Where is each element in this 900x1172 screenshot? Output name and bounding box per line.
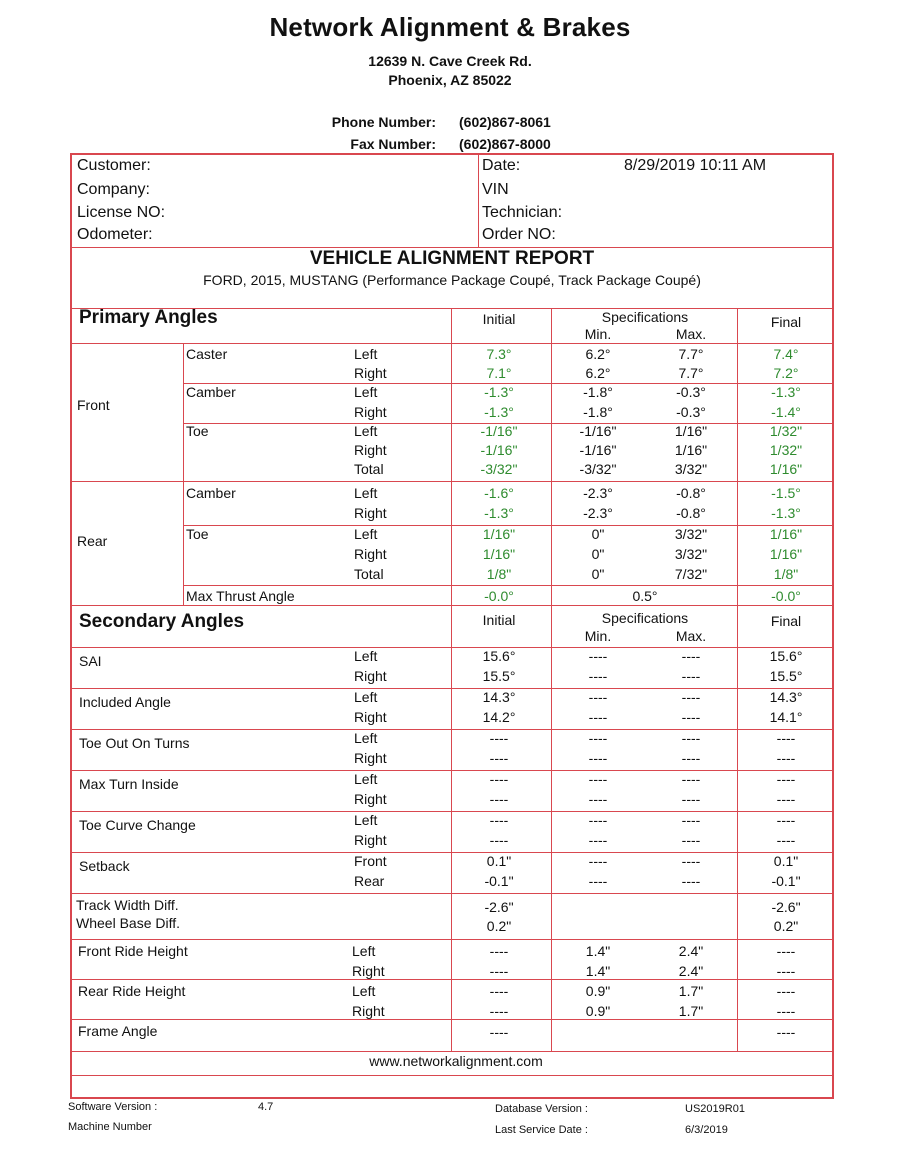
order-label: Order NO: xyxy=(482,226,556,243)
primary-min-value: -2.3° xyxy=(583,485,613,501)
secondary-final-value: ---- xyxy=(776,730,796,746)
secondary-max-value: ---- xyxy=(681,709,701,725)
primary-initial-value: 1/16" xyxy=(482,546,516,562)
max-thrust-label: Max Thrust Angle xyxy=(186,588,295,604)
primary-final-value: -1.5° xyxy=(771,485,801,501)
shop-name: Network Alignment & Brakes xyxy=(269,12,631,42)
thrust-initial: -0.0° xyxy=(484,588,514,604)
primary-initial-value: -1/16" xyxy=(480,442,518,458)
secondary-final-value: ---- xyxy=(776,832,796,848)
secondary-side-label: Front xyxy=(354,853,387,869)
primary-initial-value: 1/8" xyxy=(486,566,512,582)
secondary-side-label: Left xyxy=(354,689,378,705)
primary-max-value: 3/32" xyxy=(674,461,708,477)
secondary-initial-value: 0.1" xyxy=(486,853,512,869)
secondary-initial-value: ---- xyxy=(489,771,509,787)
frame-angle-label: Frame Angle xyxy=(78,1023,158,1039)
secondary-initial-value: 15.6° xyxy=(482,648,516,664)
primary-max-value: -0.3° xyxy=(676,404,706,420)
secondary-side-label: Rear xyxy=(354,873,385,889)
primary-group-label: Toe xyxy=(186,526,209,542)
primary-final-value: 7.4° xyxy=(773,346,799,362)
ride-side-label: Left xyxy=(352,983,376,999)
secondary-group-label: Included Angle xyxy=(79,694,171,710)
primary-final-value: 7.2° xyxy=(773,365,799,381)
fax-label: Fax Number: xyxy=(350,136,436,152)
secondary-max-value: ---- xyxy=(681,689,701,705)
primary-group-label: Toe xyxy=(186,423,209,439)
primary-initial-value: 7.1° xyxy=(486,365,512,381)
primary-final-header: Final xyxy=(770,314,802,330)
primary-final-value: 1/8" xyxy=(773,566,799,582)
primary-min-value: 6.2° xyxy=(585,346,611,362)
phone-number: (602)867-8061 xyxy=(459,114,551,130)
primary-final-value: -1.3° xyxy=(771,505,801,521)
ride-initial-value: ---- xyxy=(489,963,509,979)
secondary-max-value: ---- xyxy=(681,771,701,787)
last-service-value: 6/3/2019 xyxy=(685,1124,728,1136)
secondary-initial-value: ---- xyxy=(489,812,509,828)
frame-angle-initial: ---- xyxy=(489,1024,509,1040)
alignment-report-sheet xyxy=(70,153,834,1099)
secondary-side-label: Right xyxy=(354,791,387,807)
secondary-group-label: Max Turn Inside xyxy=(79,776,179,792)
secondary-specs-header: Specifications xyxy=(601,610,689,626)
primary-max-header: Max. xyxy=(675,326,707,342)
secondary-min-value: ---- xyxy=(588,791,608,807)
secondary-initial-value: 14.2° xyxy=(482,709,516,725)
secondary-initial-value: ---- xyxy=(489,750,509,766)
primary-initial-value: -1/16" xyxy=(480,423,518,439)
primary-angles-heading: Primary Angles xyxy=(79,307,218,328)
primary-initial-value: 1/16" xyxy=(482,526,516,542)
primary-min-value: -1/16" xyxy=(579,423,617,439)
secondary-min-value: ---- xyxy=(588,873,608,889)
secondary-max-value: ---- xyxy=(681,750,701,766)
primary-max-value: 1/16" xyxy=(674,423,708,439)
fax-number: (602)867-8000 xyxy=(459,136,551,152)
secondary-final-value: 0.1" xyxy=(773,853,799,869)
primary-side-label: Total xyxy=(354,461,384,477)
primary-min-value: -1.8° xyxy=(583,404,613,420)
secondary-final-value: ---- xyxy=(776,771,796,787)
primary-group-label: Camber xyxy=(186,485,236,501)
secondary-angles-heading: Secondary Angles xyxy=(79,611,245,632)
secondary-group-label: Toe Out On Turns xyxy=(79,735,190,751)
primary-initial-value: -1.3° xyxy=(484,384,514,400)
secondary-max-value: ---- xyxy=(681,648,701,664)
primary-min-value: -1/16" xyxy=(579,442,617,458)
ride-min-value: 1.4" xyxy=(585,943,611,959)
primary-final-value: -1.3° xyxy=(771,384,801,400)
secondary-side-label: Right xyxy=(354,832,387,848)
secondary-max-value: ---- xyxy=(681,873,701,889)
secondary-min-value: ---- xyxy=(588,730,608,746)
primary-side-label: Right xyxy=(354,404,387,420)
secondary-max-value: ---- xyxy=(681,812,701,828)
secondary-min-value: ---- xyxy=(588,709,608,725)
secondary-final-value: 14.3° xyxy=(769,689,803,705)
primary-specs-header: Specifications xyxy=(601,309,689,325)
ride-max-value: 1.7" xyxy=(678,1003,704,1019)
ride-side-label: Right xyxy=(352,1003,385,1019)
primary-side-label: Left xyxy=(354,485,378,501)
secondary-final-value: ---- xyxy=(776,750,796,766)
report-title: VEHICLE ALIGNMENT REPORT xyxy=(309,248,595,269)
secondary-initial-value: -0.1" xyxy=(484,873,514,889)
secondary-final-value: -0.1" xyxy=(771,873,801,889)
primary-max-value: 1/16" xyxy=(674,442,708,458)
secondary-min-value: ---- xyxy=(588,648,608,664)
wheel-base-final: 0.2" xyxy=(773,918,799,934)
secondary-group-label: Setback xyxy=(79,858,130,874)
primary-group-label: Caster xyxy=(186,346,228,362)
odometer-label: Odometer: xyxy=(77,226,153,243)
software-version-label: Software Version : xyxy=(68,1101,158,1113)
primary-final-value: 1/32" xyxy=(769,442,803,458)
website: www.networkalignment.com xyxy=(369,1053,543,1069)
address-line-2: Phoenix, AZ 85022 xyxy=(388,72,512,88)
primary-group-label: Camber xyxy=(186,384,236,400)
date-value: 8/29/2019 10:11 AM xyxy=(624,157,767,174)
secondary-max-value: ---- xyxy=(681,668,701,684)
secondary-side-label: Right xyxy=(354,750,387,766)
primary-max-value: 7.7° xyxy=(678,365,704,381)
secondary-final-value: 15.5° xyxy=(769,668,803,684)
secondary-min-value: ---- xyxy=(588,853,608,869)
secondary-side-label: Left xyxy=(354,812,378,828)
ride-side-label: Right xyxy=(352,963,385,979)
primary-side-label: Left xyxy=(354,384,378,400)
primary-max-value: -0.3° xyxy=(676,384,706,400)
secondary-max-value: ---- xyxy=(681,853,701,869)
secondary-min-value: ---- xyxy=(588,750,608,766)
primary-side-label: Right xyxy=(354,505,387,521)
wheel-base-initial: 0.2" xyxy=(486,918,512,934)
secondary-side-label: Left xyxy=(354,648,378,664)
primary-initial-header: Initial xyxy=(482,311,516,327)
primary-final-value: 1/32" xyxy=(769,423,803,439)
primary-min-header: Min. xyxy=(584,326,612,342)
customer-label: Customer: xyxy=(77,157,151,174)
rear-label: Rear xyxy=(77,533,108,549)
ride-max-value: 2.4" xyxy=(678,963,704,979)
primary-max-value: 3/32" xyxy=(674,546,708,562)
secondary-final-value: 15.6° xyxy=(769,648,803,664)
ride-final-value: ---- xyxy=(776,943,796,959)
address-line-1: 12639 N. Cave Creek Rd. xyxy=(368,53,532,69)
primary-max-value: 7/32" xyxy=(674,566,708,582)
primary-final-value: 1/16" xyxy=(769,461,803,477)
primary-side-label: Left xyxy=(354,423,378,439)
ride-final-value: ---- xyxy=(776,963,796,979)
ride-final-value: ---- xyxy=(776,1003,796,1019)
secondary-initial-value: 14.3° xyxy=(482,689,516,705)
secondary-min-value: ---- xyxy=(588,668,608,684)
ride-height-label: Rear Ride Height xyxy=(78,983,186,999)
ride-max-value: 1.7" xyxy=(678,983,704,999)
ride-max-value: 2.4" xyxy=(678,943,704,959)
machine-number-label: Machine Number xyxy=(68,1121,152,1133)
secondary-final-value: ---- xyxy=(776,791,796,807)
primary-max-value: -0.8° xyxy=(676,505,706,521)
ride-final-value: ---- xyxy=(776,983,796,999)
primary-initial-value: -1.3° xyxy=(484,404,514,420)
secondary-final-header: Final xyxy=(770,613,802,629)
primary-final-value: 1/16" xyxy=(769,526,803,542)
secondary-group-label: SAI xyxy=(79,653,102,669)
ride-min-value: 1.4" xyxy=(585,963,611,979)
thrust-spec: 0.5° xyxy=(632,588,658,604)
date-label: Date: xyxy=(482,157,521,174)
primary-initial-value: -1.6° xyxy=(484,485,514,501)
primary-side-label: Right xyxy=(354,546,387,562)
front-label: Front xyxy=(77,397,110,413)
secondary-min-value: ---- xyxy=(588,771,608,787)
software-version-value: 4.7 xyxy=(258,1101,274,1113)
primary-min-value: 0" xyxy=(591,526,605,542)
primary-initial-value: 7.3° xyxy=(486,346,512,362)
primary-min-value: -2.3° xyxy=(583,505,613,521)
thrust-final: -0.0° xyxy=(771,588,801,604)
primary-max-value: -0.8° xyxy=(676,485,706,501)
secondary-final-value: ---- xyxy=(776,812,796,828)
primary-max-value: 3/32" xyxy=(674,526,708,542)
secondary-max-value: ---- xyxy=(681,791,701,807)
secondary-side-label: Right xyxy=(354,668,387,684)
license-label: License NO: xyxy=(77,204,166,221)
secondary-max-value: ---- xyxy=(681,730,701,746)
secondary-max-header: Max. xyxy=(675,628,707,644)
ride-min-value: 0.9" xyxy=(585,983,611,999)
secondary-initial-value: 15.5° xyxy=(482,668,516,684)
secondary-min-value: ---- xyxy=(588,812,608,828)
secondary-final-value: 14.1° xyxy=(769,709,803,725)
primary-side-label: Total xyxy=(354,566,384,582)
database-version-value: US2019R01 xyxy=(685,1103,745,1115)
track-width-label: Track Width Diff. xyxy=(76,897,179,913)
primary-max-value: 7.7° xyxy=(678,346,704,362)
track-width-final: -2.6" xyxy=(771,899,801,915)
primary-min-value: -1.8° xyxy=(583,384,613,400)
primary-min-value: 6.2° xyxy=(585,365,611,381)
frame-angle-final: ---- xyxy=(776,1024,796,1040)
primary-initial-value: -3/32" xyxy=(480,461,518,477)
primary-side-label: Left xyxy=(354,526,378,542)
vehicle-description: FORD, 2015, MUSTANG (Performance Package Coupé, Track Package Coupé) xyxy=(203,272,701,288)
track-width-initial: -2.6" xyxy=(484,899,514,915)
secondary-min-header: Min. xyxy=(584,628,612,644)
vin-label: VIN xyxy=(482,181,509,198)
phone-label: Phone Number: xyxy=(331,114,436,130)
company-label: Company: xyxy=(77,181,150,198)
last-service-label: Last Service Date : xyxy=(495,1124,588,1136)
ride-height-label: Front Ride Height xyxy=(78,943,188,959)
secondary-side-label: Right xyxy=(354,709,387,725)
primary-side-label: Left xyxy=(354,346,378,362)
ride-min-value: 0.9" xyxy=(585,1003,611,1019)
ride-initial-value: ---- xyxy=(489,943,509,959)
secondary-group-label: Toe Curve Change xyxy=(79,817,196,833)
wheel-base-label: Wheel Base Diff. xyxy=(76,915,181,931)
secondary-side-label: Left xyxy=(354,771,378,787)
primary-min-value: 0" xyxy=(591,566,605,582)
secondary-min-value: ---- xyxy=(588,689,608,705)
primary-final-value: -1.4° xyxy=(771,404,801,420)
technician-label: Technician: xyxy=(482,204,563,221)
ride-initial-value: ---- xyxy=(489,1003,509,1019)
secondary-initial-value: ---- xyxy=(489,791,509,807)
primary-min-value: -3/32" xyxy=(579,461,617,477)
secondary-side-label: Left xyxy=(354,730,378,746)
database-version-label: Database Version : xyxy=(495,1103,588,1115)
secondary-min-value: ---- xyxy=(588,832,608,848)
ride-initial-value: ---- xyxy=(489,983,509,999)
secondary-initial-value: ---- xyxy=(489,832,509,848)
primary-final-value: 1/16" xyxy=(769,546,803,562)
primary-side-label: Right xyxy=(354,442,387,458)
secondary-max-value: ---- xyxy=(681,832,701,848)
primary-side-label: Right xyxy=(354,365,387,381)
secondary-initial-header: Initial xyxy=(482,612,516,628)
ride-side-label: Left xyxy=(352,943,376,959)
primary-min-value: 0" xyxy=(591,546,605,562)
primary-initial-value: -1.3° xyxy=(484,505,514,521)
secondary-initial-value: ---- xyxy=(489,730,509,746)
